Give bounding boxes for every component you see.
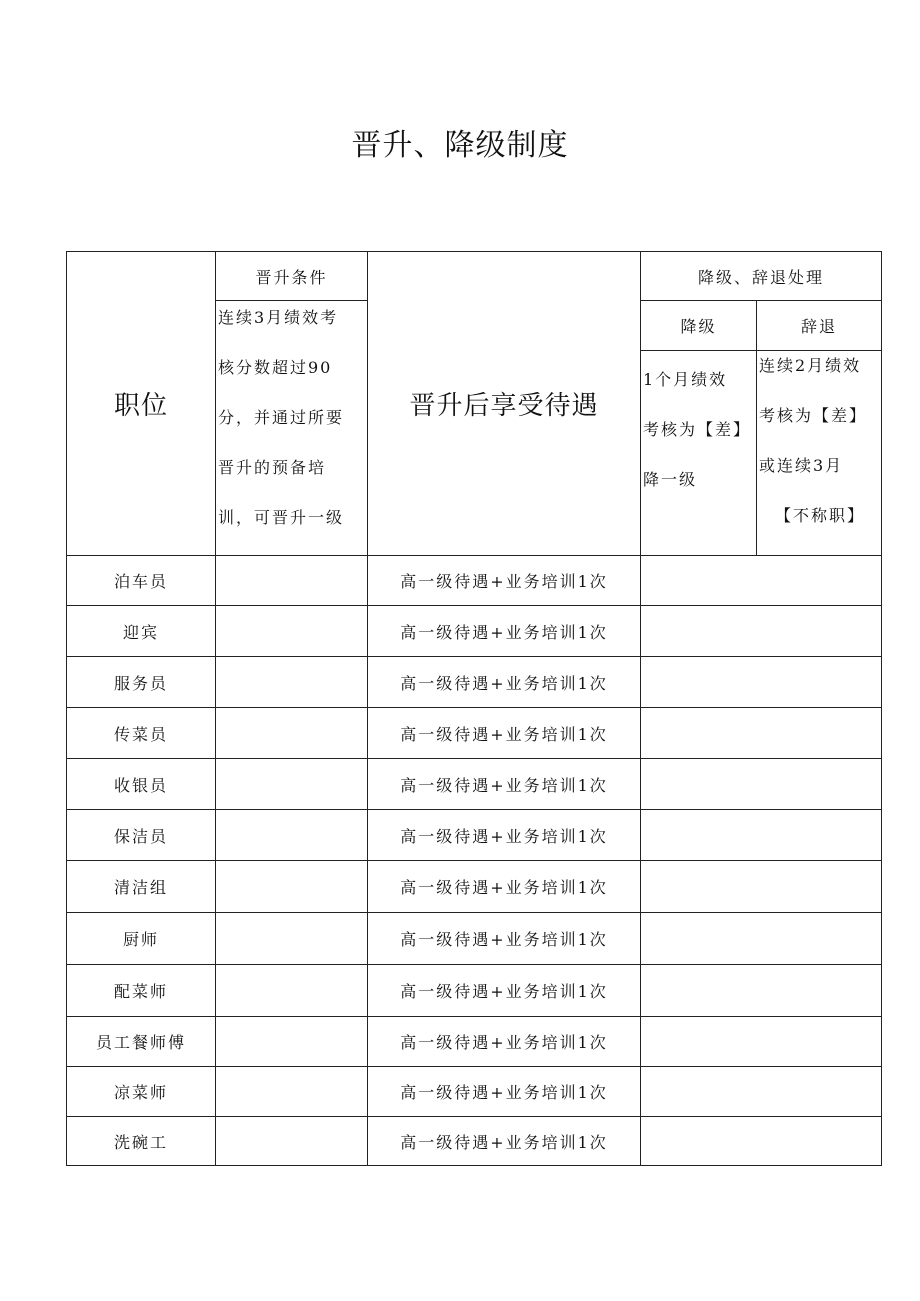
table-row — [67, 1117, 882, 1166]
header-demotion-dismissal: 降级、辞退处理 — [641, 252, 882, 301]
table-row — [67, 657, 882, 708]
demotion-line: 降一级 — [643, 470, 698, 490]
demotion-line: 1个月绩效 — [643, 370, 728, 390]
handling-cell — [641, 810, 882, 861]
table-row — [67, 556, 882, 606]
promotion-demotion-table — [66, 251, 882, 1166]
table-row — [67, 1017, 882, 1067]
position-cell: 服务员 — [67, 657, 216, 708]
benefit-cell: 高一级待遇+业务培训1次 — [368, 1067, 641, 1117]
condition-cell — [216, 1117, 368, 1166]
position-cell: 洗碗工 — [67, 1117, 216, 1166]
condition-cell — [216, 708, 368, 759]
table-row — [67, 606, 882, 657]
handling-cell — [641, 1017, 882, 1067]
benefit-cell: 高一级待遇+业务培训1次 — [368, 913, 641, 965]
dismissal-line: 连续2月绩效 — [759, 356, 862, 376]
handling-cell — [641, 708, 882, 759]
benefit-cell: 高一级待遇+业务培训1次 — [368, 556, 641, 606]
benefit-cell: 高一级待遇+业务培训1次 — [368, 657, 641, 708]
handling-cell — [641, 1117, 882, 1166]
condition-cell — [216, 861, 368, 913]
condition-cell — [216, 556, 368, 606]
condition-cell — [216, 1067, 368, 1117]
demotion-line: 考核为【差】 — [643, 420, 752, 440]
table-row — [67, 708, 882, 759]
header-position: 职位 — [67, 252, 216, 556]
header-demotion: 降级 — [641, 301, 757, 351]
position-cell: 收银员 — [67, 759, 216, 810]
condition-cell — [216, 965, 368, 1017]
dismissal-line: 考核为【差】 — [759, 406, 868, 426]
table-row — [67, 965, 882, 1017]
table-row — [67, 861, 882, 913]
handling-cell — [641, 861, 882, 913]
handling-cell — [641, 606, 882, 657]
condition-cell — [216, 657, 368, 708]
benefit-cell: 高一级待遇+业务培训1次 — [368, 810, 641, 861]
position-cell: 配菜师 — [67, 965, 216, 1017]
promotion-condition-line: 核分数超过90 — [218, 358, 333, 377]
dismissal-text — [757, 351, 882, 556]
handling-cell — [641, 556, 882, 606]
benefit-cell: 高一级待遇+业务培训1次 — [368, 1017, 641, 1067]
promotion-condition-line: 连续3月绩效考 — [218, 308, 339, 327]
benefit-cell: 高一级待遇+业务培训1次 — [368, 1117, 641, 1166]
handling-cell — [641, 1067, 882, 1117]
condition-cell — [216, 606, 368, 657]
dismissal-line: 【不称职】 — [775, 506, 866, 526]
benefit-cell: 高一级待遇+业务培训1次 — [368, 861, 641, 913]
position-cell: 泊车员 — [67, 556, 216, 606]
table-row — [67, 810, 882, 861]
benefit-cell: 高一级待遇+业务培训1次 — [368, 759, 641, 810]
position-cell: 凉菜师 — [67, 1067, 216, 1117]
condition-cell — [216, 810, 368, 861]
benefit-cell: 高一级待遇+业务培训1次 — [368, 708, 641, 759]
table-row — [67, 913, 882, 965]
position-cell: 保洁员 — [67, 810, 216, 861]
handling-cell — [641, 759, 882, 810]
handling-cell — [641, 657, 882, 708]
promotion-conditions-text — [216, 301, 368, 556]
condition-cell — [216, 913, 368, 965]
handling-cell — [641, 913, 882, 965]
header-dismissal: 辞退 — [757, 301, 882, 351]
position-cell: 员工餐师傅 — [67, 1017, 216, 1067]
position-cell: 迎宾 — [67, 606, 216, 657]
benefit-cell: 高一级待遇+业务培训1次 — [368, 965, 641, 1017]
promotion-condition-line: 训，可晋升一级 — [218, 508, 345, 527]
table-row — [67, 1067, 882, 1117]
table-row — [67, 759, 882, 810]
dismissal-line: 或连续3月 — [759, 456, 844, 476]
benefit-cell: 高一级待遇+业务培训1次 — [368, 606, 641, 657]
promotion-condition-line: 分，并通过所要 — [218, 408, 345, 427]
header-promotion-conditions: 晋升条件 — [216, 252, 368, 301]
promotion-condition-line: 晋升的预备培 — [218, 458, 327, 477]
position-cell: 厨师 — [67, 913, 216, 965]
condition-cell — [216, 1017, 368, 1067]
header-benefits: 晋升后享受待遇 — [368, 252, 641, 556]
handling-cell — [641, 965, 882, 1017]
demotion-text — [641, 351, 757, 556]
position-cell: 传菜员 — [67, 708, 216, 759]
document-title: 晋升、降级制度 — [351, 128, 569, 163]
condition-cell — [216, 759, 368, 810]
position-cell: 清洁组 — [67, 861, 216, 913]
